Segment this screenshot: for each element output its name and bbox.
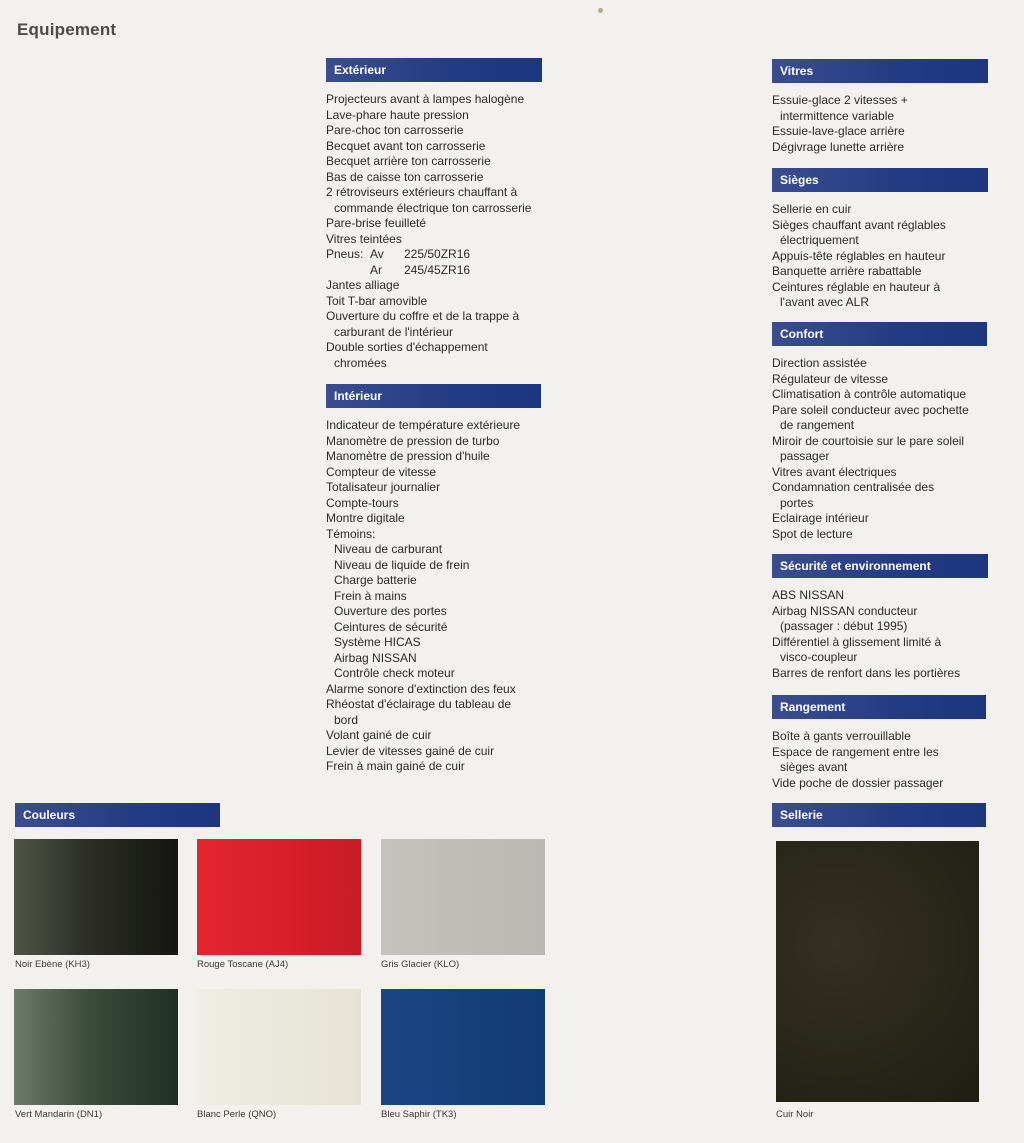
list-item: Compte-tours bbox=[326, 495, 399, 510]
list-item: Projecteurs avant à lampes halogène bbox=[326, 92, 525, 106]
section-interieur bbox=[326, 384, 606, 775]
page-title: Equipement bbox=[17, 20, 117, 39]
tyre-row-front bbox=[326, 247, 606, 263]
list-item: Frein à mains bbox=[334, 588, 407, 603]
list-item: chromées bbox=[334, 355, 387, 370]
securite-list bbox=[772, 588, 1012, 681]
list-item: Montre digitale bbox=[326, 511, 405, 525]
list-item: passager bbox=[780, 449, 830, 463]
list-item: Alarme sonore d'extinction des feux bbox=[326, 681, 516, 696]
tyre-front-size: 225/50ZR16 bbox=[404, 247, 471, 261]
section-header-interieur: Intérieur bbox=[326, 384, 541, 408]
list-item: bord bbox=[334, 712, 359, 727]
list-item: Banquette arrière rabattable bbox=[772, 264, 922, 278]
list-item: sièges avant bbox=[780, 760, 848, 774]
list-item: Miroir de courtoisie sur le pare soleil bbox=[772, 433, 965, 448]
tyre-front-axle: Av bbox=[370, 247, 384, 261]
list-item: l'avant avec ALR bbox=[780, 295, 870, 309]
list-item: Espace de rangement entre les bbox=[772, 744, 939, 759]
list-item: Différentiel à glissement limité à bbox=[772, 634, 942, 649]
section-header-confort: Confort bbox=[772, 322, 987, 346]
color-swatch-blanc-perle bbox=[197, 989, 361, 1105]
list-item: Toit T-bar amovible bbox=[326, 293, 428, 308]
section-exterieur bbox=[326, 58, 606, 371]
section-securite bbox=[772, 554, 1012, 681]
section-header-vitres: Vitres bbox=[772, 59, 988, 83]
print-speck bbox=[598, 8, 603, 13]
vitres-list bbox=[772, 93, 1002, 155]
list-item: Appuis-tête réglables en hauteur bbox=[772, 248, 946, 263]
list-item: Système HICAS bbox=[334, 635, 421, 649]
list-item: Barres de renfort dans les portières bbox=[772, 665, 961, 680]
list-item: Eclairage intérieur bbox=[772, 511, 869, 525]
color-swatch-noir-ebene bbox=[14, 839, 178, 955]
section-sieges bbox=[772, 168, 1002, 311]
list-item: Boîte à gants verrouillable bbox=[772, 729, 911, 743]
list-item: Airbag NISSAN conducteur bbox=[772, 603, 918, 618]
list-item: Condamnation centralisée des bbox=[772, 480, 935, 494]
list-item: de rangement bbox=[780, 418, 855, 432]
list-item: Becquet arrière ton carrosserie bbox=[326, 154, 491, 168]
list-item: Manomètre de pression de turbo bbox=[326, 433, 500, 448]
list-item: carburant de l'intérieur bbox=[334, 324, 454, 339]
section-header-securite: Sécurité et environnement bbox=[772, 554, 988, 578]
list-item: Climatisation à contrôle automatique bbox=[772, 387, 967, 401]
list-item: Rhéostat d'éclairage du tableau de bbox=[326, 697, 512, 711]
interieur-list bbox=[326, 418, 606, 775]
sellerie-swatch-label: Cuir Noir bbox=[776, 1109, 814, 1120]
list-item: Direction assistée bbox=[772, 356, 867, 370]
list-item: Jantes alliage bbox=[326, 278, 400, 292]
confort-list bbox=[772, 356, 1012, 542]
list-item: Ouverture du coffre et de la trappe à bbox=[326, 309, 520, 323]
tyre-rear-axle: Ar bbox=[370, 262, 382, 277]
list-item: 2 rétroviseurs extérieurs chauffant à bbox=[326, 185, 518, 199]
section-header-rangement: Rangement bbox=[772, 695, 986, 719]
list-item: Becquet avant ton carrosserie bbox=[326, 138, 486, 153]
list-item: Bas de caisse ton carrosserie bbox=[326, 169, 484, 184]
section-rangement bbox=[772, 695, 1012, 791]
color-swatch-label: Blanc Perle (QNO) bbox=[197, 1109, 277, 1120]
section-header-sellerie: Sellerie bbox=[772, 803, 986, 827]
list-item: Essuie-glace 2 vitesses + bbox=[772, 93, 908, 107]
section-header-couleurs: Couleurs bbox=[15, 803, 220, 827]
tyre-row-rear bbox=[326, 263, 606, 279]
color-swatch-label: Noir Ebène (KH3) bbox=[15, 959, 90, 970]
list-item: Spot de lecture bbox=[772, 526, 853, 541]
sieges-list bbox=[772, 202, 1002, 311]
list-item: Témoins: bbox=[326, 526, 376, 541]
list-item: Sellerie en cuir bbox=[772, 202, 852, 216]
list-item: Vide poche de dossier passager bbox=[772, 775, 944, 790]
list-item: électriquement bbox=[780, 233, 859, 247]
color-swatch-rouge-toscane bbox=[197, 839, 361, 955]
section-confort bbox=[772, 322, 1012, 542]
list-item: ABS NISSAN bbox=[772, 588, 845, 602]
list-item: Niveau de liquide de frein bbox=[334, 557, 470, 572]
color-swatch-label: Bleu Saphir (TK3) bbox=[381, 1109, 457, 1120]
color-swatch-bleu-saphir bbox=[381, 989, 545, 1105]
list-item: visco-coupleur bbox=[780, 650, 858, 664]
list-item: Ceintures de sécurité bbox=[334, 619, 448, 634]
list-item: Indicateur de température extérieure bbox=[326, 418, 521, 432]
color-swatch-label: Gris Glacier (KLO) bbox=[381, 959, 460, 970]
list-item: Double sorties d'échappement bbox=[326, 340, 488, 354]
list-item: Ceintures réglable en hauteur à bbox=[772, 279, 941, 294]
list-item: Lave-phare haute pression bbox=[326, 107, 469, 122]
sellerie-swatch bbox=[776, 841, 979, 1102]
list-item: Manomètre de pression d'huile bbox=[326, 449, 490, 463]
list-item: Compteur de vitesse bbox=[326, 464, 437, 479]
list-item: commande électrique ton carrosserie bbox=[334, 200, 532, 215]
list-item: Pare-brise feuilleté bbox=[326, 216, 427, 230]
list-item: Levier de vitesses gainé de cuir bbox=[326, 743, 495, 758]
tyre-label: Pneus: bbox=[326, 247, 364, 261]
color-swatch-vert-mandarin bbox=[14, 989, 178, 1105]
tyre-rear-size: 245/45ZR16 bbox=[404, 262, 471, 277]
list-item: Ouverture des portes bbox=[334, 604, 447, 618]
section-header-sieges: Sièges bbox=[772, 168, 988, 192]
list-item: Pare-choc ton carrosserie bbox=[326, 123, 464, 137]
list-item: Pare soleil conducteur avec pochette bbox=[772, 402, 969, 417]
list-item: Vitres teintées bbox=[326, 231, 402, 246]
exterieur-list bbox=[326, 92, 606, 371]
list-item: Volant gainé de cuir bbox=[326, 728, 432, 742]
list-item: Contrôle check moteur bbox=[334, 666, 455, 680]
list-item: Vitres avant électriques bbox=[772, 464, 897, 479]
section-vitres bbox=[772, 59, 1002, 155]
list-item: portes bbox=[780, 495, 814, 510]
list-item: (passager : début 1995) bbox=[780, 619, 908, 633]
list-item: Essuie-lave-glace arrière bbox=[772, 124, 905, 138]
list-item: Totalisateur journalier bbox=[326, 480, 441, 494]
rangement-list bbox=[772, 729, 1012, 791]
list-item: Dégivrage lunette arrière bbox=[772, 139, 905, 154]
list-item: Frein à main gainé de cuir bbox=[326, 759, 465, 773]
color-swatch-label: Rouge Toscane (AJ4) bbox=[197, 959, 289, 970]
list-item: Régulateur de vitesse bbox=[772, 371, 889, 386]
list-item: Sièges chauffant avant réglables bbox=[772, 217, 946, 232]
list-item: Airbag NISSAN bbox=[334, 650, 417, 665]
list-item: Niveau de carburant bbox=[334, 542, 443, 556]
list-item: intermittence variable bbox=[780, 108, 895, 123]
list-item: Charge batterie bbox=[334, 573, 417, 587]
color-swatch-gris-glacier bbox=[381, 839, 545, 955]
section-header-exterieur: Extérieur bbox=[326, 58, 542, 82]
color-swatch-label: Vert Mandarin (DN1) bbox=[15, 1109, 103, 1120]
